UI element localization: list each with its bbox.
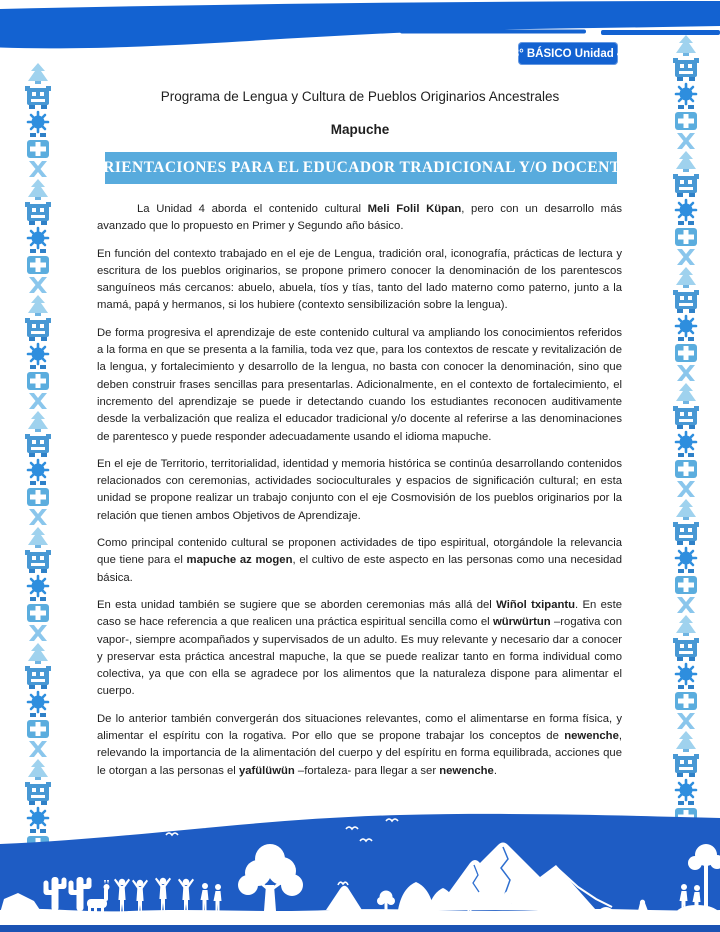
unit-badge-label: 3° BÁSICO Unidad 4 [512,47,624,60]
paragraph: En esta unidad también se sugiere que se aborden ceremonias más allá del Wiñol txipantu. En este caso se hace referencia a que realicen una práctica espiritual sencilla como el würwürtun –rogativa con vapor-, siempre acompañados y supervisados de un adulto. Es muy relevante y necesario dar a conocer y preservar esta práctica ancestral mapuche, la que se puede realizar tanto en forma individual como colectiva, ya que con ella se agradece por los alimentos que la naturaleza dispone para alimentar el cuerpo. [97,598,623,698]
paragraph: La Unidad 4 aborda el contenido cultural Meli Folil Küpan, pero con un desarrollo más avanzado que lo propuesto en Primer y Segundo año básico. [97,203,622,233]
paragraph: En el eje de Territorio, territorialidad, identidad y memoria histórica se continúa desarrollando contenidos relacionados con ceremonias, actividades socioculturales y espacios de significación cultural; en esta unidad se propone realizar un trabajo conjunto con el eje Cosmovisión de los pueblos originarios por la relación que tienen ambos Objetivos de Aprendizaje. [97,457,622,522]
paragraph: De lo anterior también convergerán dos situaciones relevantes, como el alimentarse en forma física, y alimentar el espíritu con la rogativa. Por ello que se propone trabajar los conceptos de newenche, relevando la importancia de la alimentación del cuerpo y del espíritu en forma equilibrada, acciones que le otorgan a las personas el yafülüwün –fortaleza- para llegar a ser newenche. [97,712,622,777]
left-border-ornament [20,62,56,845]
paragraph: En función del contexto trabajado en el eje de Lengua, tradición oral, iconografía, prácticas de lectura y escritura de los pueblos originarios, se propone primero conocer la denominación de los parentescos sanguíneos más cercanos: abuelo, abuela, tíos y tías, tanto del lado materno como paterno, junto a la mamá, papá y hermanos, si los hubiere (contexto sensibilización sobre la lengua). [97,247,622,312]
page-title: Programa de Lengua y Cultura de Pueblos Originarios Ancestrales [160,89,560,104]
section-banner-label: ORIENTACIONES PARA EL EDUCADOR TRADICIONAL Y/O DOCENTE [90,159,632,176]
paragraph: De forma progresiva el aprendizaje de este contenido cultural va ampliando los conocimientos referidos a la forma en que se presenta a la familia, toda vez que, para los contextos de rescate y revitalización de la lengua, y fortalecimiento y desarrollo de la lengua, no basta con conocer la denominación, sino que deben construir frases sencillas para presentarlas. Adicionalmente, en el contexto de fortalecimiento, el incremento del aprendizaje se puede ir detectando cuando los estudiantes reconocen auditivamente desde la verbalización que realiza el educador tradicional y/o docente al referirse a las denominaciones de parentesco y puede responder adecuadamente usando el idioma mapuche. [97,326,622,443]
unit-badge [512,42,624,65]
body-paragraphs [97,201,622,790]
right-border-ornament [668,34,704,845]
footer-base-bar [0,925,720,932]
section-banner [90,152,632,184]
paragraph: Como principal contenido cultural se proponen actividades de tipo espiritual, otorgándole la relevancia que tiene para el mapuche az mogen, el cultivo de este aspecto en las personas como una necesidad básica. [97,537,622,584]
bird-icon [199,825,211,827]
footer-landscape-illustration [0,807,720,932]
page-subtitle: Mapuche [330,122,390,137]
